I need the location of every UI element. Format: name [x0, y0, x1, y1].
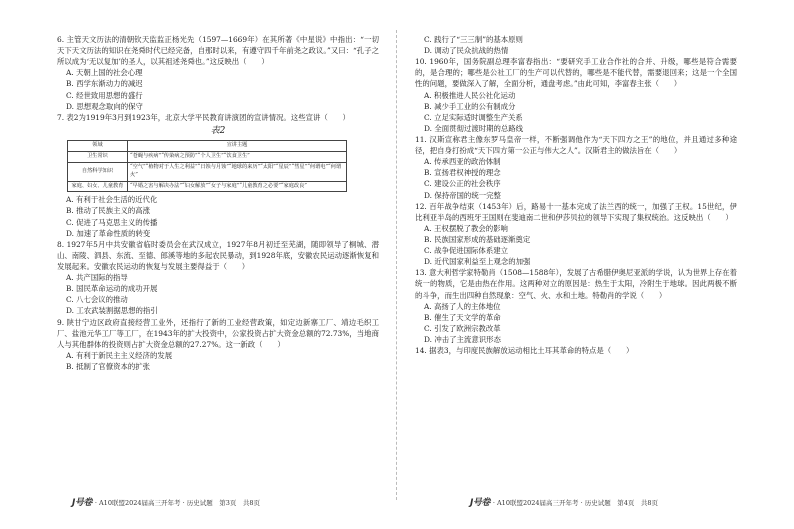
- table-cell: “苍蝇与疾病”“传染病之预防”“个人卫生”“饮食卫生”: [128, 152, 347, 163]
- option-d: D. 工农武装割据思想的指引: [66, 306, 158, 316]
- option-b: B. 民族国家形成的基础逐渐奠定: [424, 234, 531, 244]
- question-9-continued: [415, 34, 737, 56]
- option-d: D. 近代国家利益至上观念的加强: [424, 257, 531, 267]
- exam-logo: J号卷: [470, 498, 490, 508]
- option-d: D. 冲击了主流意识形态: [424, 334, 501, 344]
- option-a: A. 天朝上国的社会心理: [66, 68, 143, 78]
- footer-right: [470, 497, 658, 511]
- option-d: D. 思想观念取向的保守: [66, 101, 143, 111]
- option-b: B. 宣扬君权神授的理念: [424, 168, 501, 178]
- column-divider: [396, 30, 397, 500]
- option-d: D. 全面贯彻过渡时期的总路线: [424, 123, 524, 133]
- question-7: [57, 112, 379, 239]
- option-b: B. 西学东渐动力的减迟: [66, 79, 143, 89]
- option-b: B. 催生了天文学的革命: [424, 312, 501, 322]
- option-c: C. 践行了“三三制”的基本原则: [424, 35, 523, 44]
- table-cell: “早婚之害与解决办法”“妇女解放”“女子与家庭”“儿童教育之必要”“家庭改良”: [128, 181, 347, 192]
- question-stem: 12. 百年战争结束（1453年）后，路易十一基本完成了法兰西的统一，加强了王权。15世纪，伊比利亚半岛的西班牙王国则在斐迪南二世和伊莎贝拉的领导下实现了集权统治。这反映出（ ）: [415, 201, 737, 222]
- question-11: [415, 134, 737, 201]
- option-c: C. 八七会议的推动: [66, 295, 128, 305]
- table-cell: 自然科学知识: [68, 162, 128, 181]
- table-row: [68, 152, 347, 163]
- option-a: A. 王权摆脱了教会的影响: [424, 223, 508, 233]
- question-13: [415, 267, 737, 345]
- option-b: B. 减少手工业的公有制成分: [424, 101, 516, 111]
- footer-left: [72, 497, 260, 511]
- table-row: [68, 181, 347, 192]
- table-header: 领域: [68, 141, 128, 152]
- question-stem: 14. 据表3，与印度民族解放运动相比土耳其革命的特点是（ ）: [415, 346, 634, 356]
- table-header-row: [68, 141, 347, 152]
- option-b: B. 推动了民族主义的高涨: [66, 206, 151, 216]
- option-b: B. 抵制了官僚资本的扩张: [66, 362, 151, 371]
- option-c: C. 立足实际适时调整生产关系: [424, 112, 523, 122]
- question-stem: 13. 意大利哲学家特勒肖（1508—1588年），发展了古希腊伊奥尼亚派的学说，认为世界上存在着统一的物质，它是由热在作用。这两种对立的原因是：热生于太阳，冷附生于地球。因此两极不断的斗争，而生出四种自然现象：空气、火、水和土地。特勒肖的学说（ ）: [415, 268, 737, 300]
- exam-logo: J号卷: [72, 498, 92, 508]
- table-2: [67, 140, 347, 192]
- question-8: [57, 239, 379, 317]
- question-stem: 11. 汉斯宣称君主像东罗马皇帝一样，不断强调他作为“天下四方之王”的地位，并且通过多种途径，把自身打扮成“天下四方第一公正与伟大之人”。汉斯君主的做法旨在（ ）: [415, 134, 737, 156]
- question-12: [415, 201, 737, 268]
- table-title: 表2: [210, 125, 226, 136]
- question-stem: 9. 陕甘宁边区政府直接经营工业外，还指行了新的工业经营政策，如定边新寨工厂、靖边毛织工厂、盐池元华工厂等工厂，在1943年的扩大投资中，公家投资占扩大资金总额的72.73%，当地商人与其他群体的投资则占扩大资金总额的27.27%。这一新政（ ）: [57, 317, 379, 349]
- question-9: [57, 317, 379, 373]
- question-10: [415, 56, 737, 134]
- table-header: 宣讲主题: [128, 141, 347, 152]
- footer-text: · A10联盟2024届高三开年考 · 历史试题 第4页 共8页: [492, 498, 658, 507]
- option-d: D. 加速了革命性质的转变: [66, 228, 151, 238]
- option-a: A. 有利于社会生活的近代化: [66, 195, 158, 205]
- option-b: B. 国民革命运动的成功开展: [66, 284, 158, 294]
- option-a: A. 有利于新民主主义经济的发展: [66, 350, 173, 360]
- option-a: A. 共产国际的指导: [66, 273, 128, 283]
- table-cell: 卫生常识: [68, 152, 128, 163]
- option-d: D. 调动了民众抗战的热情: [424, 46, 509, 56]
- question-stem: 7. 表2为1919年3月到1923年，北京大学平民教育讲演团的宣讲情况。这些宣讲（ ）: [57, 112, 350, 122]
- question-14: [415, 345, 737, 356]
- question-6: [57, 34, 379, 112]
- question-stem: 6. 主管天文历法的清朝钦天监监正杨光先（1597—1669年）在其所著《中星说》中指出：“一切天下天文历法的知识在尧舜时代已经完备，自那时以来，有遵守四千年前尧之政议。”又曰：“孔子之所以成为‘无以复加’的圣人，以其祖述尧舜也。”这反映出（ ）: [57, 35, 379, 67]
- question-stem: 8. 1927年5月中共安徽省临时委员会在武汉成立，1927年8月初迁至芜湖，随即领导了桐城、潜山、南陵、泗县、东流、至德、郎溪等地的多起农民暴动，到1928年底，安徽农民运动逐渐恢复和发展起来。安徽农民运动的恢复与发展主要得益于（ ）: [57, 239, 379, 272]
- right-column: [415, 34, 737, 356]
- option-d: D. 保持帝国的统一完整: [424, 190, 501, 200]
- option-a: A. 高扬了人的主体地位: [424, 301, 501, 311]
- table-cell: “空气”“植物对于人生之利益”“日蚀与月蚀”“地球的来历”“太阳”“星辰”“彗星”“何谓电”“何谓火”: [128, 162, 347, 181]
- option-a: A. 传承西亚的政治体制: [424, 157, 501, 167]
- option-c: C. 引发了欧洲宗教改革: [424, 323, 501, 333]
- question-stem: 10. 1960年，国务院副总理李富春指出：“要研究手工业合作社的合并、升级，哪些是符合需要的，是合理的；哪些是公社工厂的生产可以代替的，哪些是不能代替，需要退回来；这是一个全国性的问题，要做深入了解，全面分析，通盘考虑。”由此可知，李富春主张（ ）: [415, 57, 737, 89]
- option-c: C. 战争促进国际体系建立: [424, 246, 508, 256]
- left-column: [57, 34, 379, 372]
- table-row: [68, 162, 347, 181]
- option-c: C. 经世致用思想的盛行: [66, 90, 143, 100]
- option-c: C. 建设公正的社会秩序: [424, 179, 501, 189]
- table-cell: 家庭、妇女、儿童教育: [68, 181, 128, 192]
- option-c: C. 促进了马克思主义的传播: [66, 217, 158, 227]
- footer-text: · A10联盟2024届高三开年考 · 历史试题 第3页 共8页: [94, 498, 260, 507]
- option-a: A. 积极推进人民公社化运动: [424, 90, 516, 100]
